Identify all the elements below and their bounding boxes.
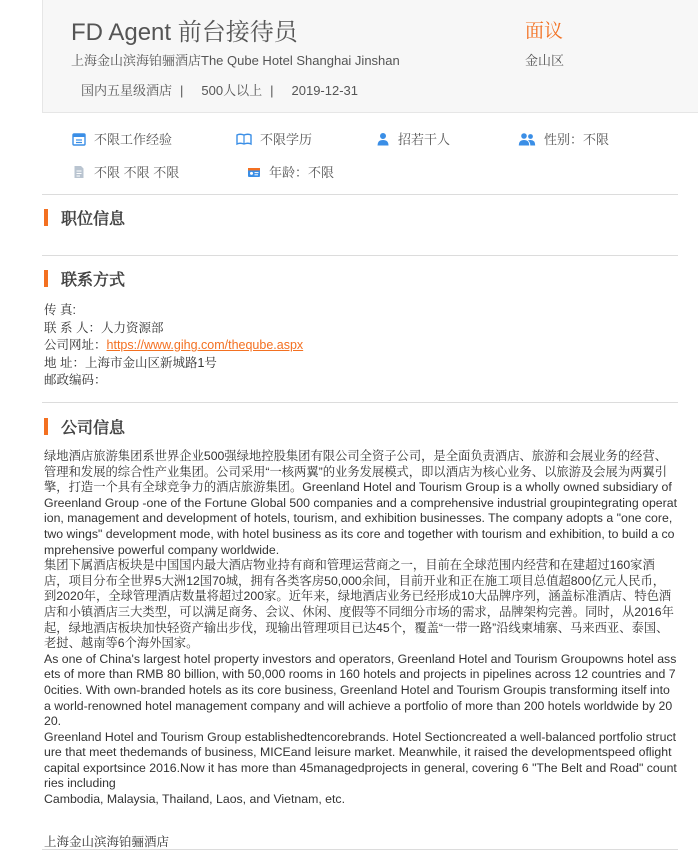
postcode-label: 邮政编码：	[44, 373, 107, 387]
company-footer-name: 上海金山滨海铂骊酒店	[44, 835, 170, 849]
address-value: 上海市金山区新城路1号	[84, 355, 217, 370]
job-title: FD Agent 前台接待员	[71, 19, 298, 46]
tag-separator: |	[180, 83, 184, 98]
req-experience	[72, 129, 172, 148]
languages-text: 不限 不限 不限	[94, 165, 180, 180]
district: 金山区	[525, 53, 565, 68]
section-contact	[44, 267, 125, 290]
section-title: 公司信息	[61, 420, 126, 437]
req-languages	[72, 162, 179, 181]
divider	[42, 255, 678, 256]
postcode-row	[44, 372, 303, 390]
section-position-info	[44, 206, 125, 229]
fax-label: 传 真:	[44, 303, 76, 317]
education-text: 不限学历	[260, 132, 313, 147]
req-age	[247, 162, 334, 181]
website-row	[44, 337, 303, 355]
book-icon	[236, 132, 252, 146]
section-title: 职位信息	[61, 211, 126, 228]
contact-value: 人力资源部	[100, 320, 164, 335]
company-paragraph: 绿地酒店旅游集团系世界企业500强绿地控股集团有限公司全资子公司，是全面负责酒店、旅游和会展业务的经营、管理和发展的综合性产业集团。公司采用“一核两翼”的业务发展模式，即以酒店为核心业务、以旅游及会展为两翼引擎，打造一个具有全球竞争力的酒店旅游集团。Greenland Hotel and Tourism Group is a wholly owned subsidiary of Greenland Group -one of the Fortune Global 500 companies and a comprehensive industrial groupintegrating operation, management and development of hotels, tourism, and exhibition businesses. The company adopts a "one core, two wings" development mode, with hotel business as its core and together with tourism and exhibition, to build a comprehensive powerful company worldwide.	[44, 449, 678, 557]
document-icon	[72, 165, 86, 179]
section-accent-bar	[44, 209, 48, 226]
salary: 面议	[525, 21, 564, 42]
req-education	[236, 129, 312, 148]
gender-text: 性别：不限	[544, 132, 610, 147]
contact-block	[44, 302, 303, 390]
website-label: 公司网址：	[44, 338, 107, 352]
calendar-icon	[72, 132, 86, 146]
headcount-text: 招若干人	[398, 132, 451, 147]
tag-star-rating: 国内五星级酒店	[81, 83, 173, 98]
divider	[42, 402, 678, 403]
section-accent-bar	[44, 270, 48, 287]
age-text: 年龄：不限	[269, 165, 335, 180]
tag-company-size: 500人以上	[201, 83, 263, 98]
website-link[interactable]: https://www.gihg.com/theqube.aspx	[106, 338, 304, 352]
req-gender	[518, 129, 609, 148]
company-description	[44, 449, 677, 808]
tag-publish-date: 2019-12-31	[291, 83, 358, 98]
id-card-icon	[247, 165, 261, 179]
tag-separator: |	[270, 83, 274, 98]
section-company-info	[44, 415, 125, 438]
section-accent-bar	[44, 418, 48, 435]
company-paragraph: Greenland Hotel and Tourism Group establishedtencorebrands. Hotel Sectioncreated a well-balanced portfolio structure that meet thedemands of business, MICEand leisure market. Meanwhile, it raised the developmentspeed oflight capital exportsince 2016.Now it has more than 45managedprojects in general, covering 6 "The Belt and Road" countries including	[44, 729, 677, 791]
hotel-name[interactable]: 上海金山滨海铂骊酒店The Qube Hotel Shanghai Jinshan	[71, 53, 400, 68]
person-icon	[376, 132, 390, 146]
fax-row	[44, 302, 303, 320]
address-row	[44, 355, 303, 373]
company-paragraph: As one of China's largest hotel property investors and operators, Greenland Hotel and Tourism Groupowns hotel assets of more than RMB 80 billion, with 50,000 rooms in 160 hotels and projects in pipelines across 12 countries and 70cities. With own-branded hotels as its core business, Greenland Hotel and Tourism Groupis transforming itself into a world-renowned hotel management company and will achieve a portfolio of more than 200 hotels worldwide by 2020.	[44, 651, 677, 729]
experience-text: 不限工作经验	[94, 132, 173, 147]
section-title: 联系方式	[61, 272, 126, 289]
divider	[42, 194, 678, 195]
job-header	[42, 0, 698, 113]
req-headcount	[376, 129, 450, 148]
company-paragraph: 集团下属酒店板块是中国国内最大酒店物业持有商和管理运营商之一，目前在全球范围内经营和在建超过160家酒店，项目分布全世界5大洲12国70城，拥有各类客房50,000余间，目前开业和正在施工项目总值超800亿元人民币，到2020年，全球管理酒店数量将超过200家。近年来，绿地酒店业务已经形成10大品牌序列，涵盖标准酒店、特色酒店和小镇酒店三大类型，可以满足商务、会议、休闲、度假等不同细分市场的需求，品牌架构完善。同时，从2016年起，绿地酒店板块加快轻资产输出步伐，现输出管理项目已达45个，覆盖“一带一路”沿线柬埔寨、马来西亚、泰国、老挝、越南等6个海外国家。	[44, 558, 674, 651]
company-paragraph: Cambodia, Malaysia, Thailand, Laos, and Vietnam, etc.	[44, 792, 345, 807]
contact-label: 联 系 人：	[44, 320, 101, 335]
job-tags	[81, 80, 358, 99]
address-label: 地 址：	[44, 355, 85, 370]
contact-person-row	[44, 320, 303, 338]
people-icon	[518, 132, 536, 146]
